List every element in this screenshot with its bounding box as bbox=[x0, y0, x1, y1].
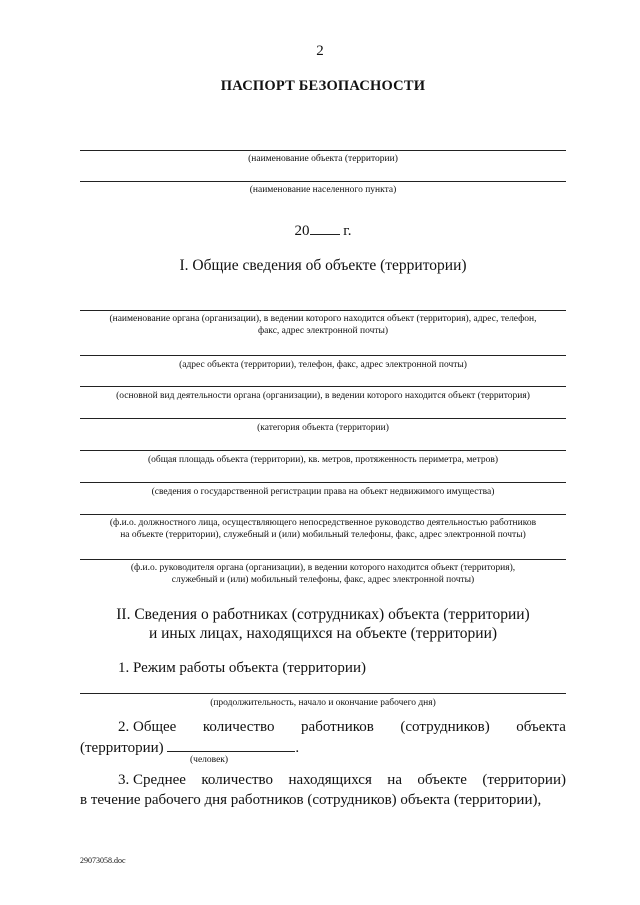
year-suffix: г. bbox=[339, 223, 352, 239]
organ-caption-1: (наименование органа (организации), в ведении которого находится объект (территория), адрес, телефон, bbox=[109, 314, 537, 324]
official-caption-1: (ф.и.о. должностного лица, осуществляющего непосредственное руководство деятельностью работников bbox=[109, 518, 537, 528]
item-3-word-2: количество bbox=[201, 772, 273, 788]
year-prefix: 20 bbox=[294, 223, 310, 239]
item-1-text: 1. Режим работы объекта (территории) bbox=[118, 660, 366, 676]
object-name-caption: (наименование объекта (территории) bbox=[248, 154, 398, 164]
official-line bbox=[80, 514, 566, 515]
item-2-first-line bbox=[118, 717, 566, 737]
item-2-word-3: работников bbox=[301, 719, 374, 735]
official-caption-2: на объекте (территории), служебный и (или) мобильный телефоны, факс, адрес электронной почты) bbox=[120, 530, 526, 540]
people-count-blank bbox=[167, 737, 295, 752]
object-name-line bbox=[80, 150, 566, 151]
item-3-word-1: 3. Среднее bbox=[118, 772, 186, 788]
category-line bbox=[80, 418, 566, 419]
organ-caption-2: факс, адрес электронной почты) bbox=[257, 326, 389, 336]
item-2-word-5: объекта bbox=[516, 719, 566, 735]
head-line bbox=[80, 559, 566, 560]
section-2-heading-line-1: II. Сведения о работниках (сотрудниках) объекта (территории) bbox=[116, 606, 530, 623]
category-caption: (категория объекта (территории) bbox=[257, 423, 389, 433]
registration-line bbox=[80, 482, 566, 483]
area-line bbox=[80, 450, 566, 451]
item-3-word-3: находящихся bbox=[288, 772, 372, 788]
item-2-word-2: количество bbox=[202, 719, 275, 735]
area-caption: (общая площадь объекта (территории), кв. метров, протяженность периметра, метров) bbox=[147, 455, 499, 465]
year-line bbox=[0, 220, 640, 240]
item-2-suffix: . bbox=[295, 740, 300, 756]
document-title: ПАСПОРТ БЕЗОПАСНОСТИ bbox=[220, 78, 426, 94]
item-3-word-6: (территории) bbox=[482, 772, 566, 788]
document-code: 29073058.doc bbox=[80, 856, 126, 865]
item-2-word-1: 2. Общее bbox=[118, 719, 177, 735]
registration-caption: (сведения о государственной регистрации права на объект недвижимого имущества) bbox=[151, 487, 495, 497]
head-caption-1: (ф.и.о. руководителя органа (организации), в ведении которого находится объект (территория), bbox=[130, 563, 516, 573]
item-3-word-5: объекте bbox=[417, 772, 467, 788]
item-1-line bbox=[80, 693, 566, 694]
address-caption: (адрес объекта (территории), телефон, факс, адрес электронной почты) bbox=[179, 360, 467, 370]
head-caption-2: служебный и (или) мобильный телефоны, факс, адрес электронной почты) bbox=[171, 575, 475, 585]
organ-line bbox=[80, 310, 566, 311]
item-3-first-line bbox=[118, 770, 566, 790]
item-3-word-4: на bbox=[387, 772, 402, 788]
page-number: 2 bbox=[316, 43, 324, 59]
item-3-second-line: в течение рабочего дня работников (сотрудников) объекта (территории), bbox=[80, 792, 542, 808]
address-line bbox=[80, 355, 566, 356]
locality-caption: (наименование населенного пункта) bbox=[249, 185, 397, 195]
activity-line bbox=[80, 386, 566, 387]
section-2-heading-line-2: и иных лицах, находящихся на объекте (территории) bbox=[148, 625, 498, 642]
activity-caption: (основной вид деятельности органа (организации), в ведении которого находится объект (территория) bbox=[116, 391, 530, 401]
year-blank bbox=[310, 220, 340, 235]
duration-caption: (продолжительность, начало и окончание рабочего дня) bbox=[210, 698, 436, 708]
locality-line bbox=[80, 181, 566, 182]
section-1-heading: I. Общие сведения об объекте (территории) bbox=[179, 257, 467, 274]
people-caption: (человек) bbox=[190, 755, 229, 765]
item-2-word-4: (сотрудников) bbox=[400, 719, 490, 735]
item-2-second-line bbox=[80, 737, 566, 758]
item-2-prefix: (территории) bbox=[80, 740, 168, 756]
